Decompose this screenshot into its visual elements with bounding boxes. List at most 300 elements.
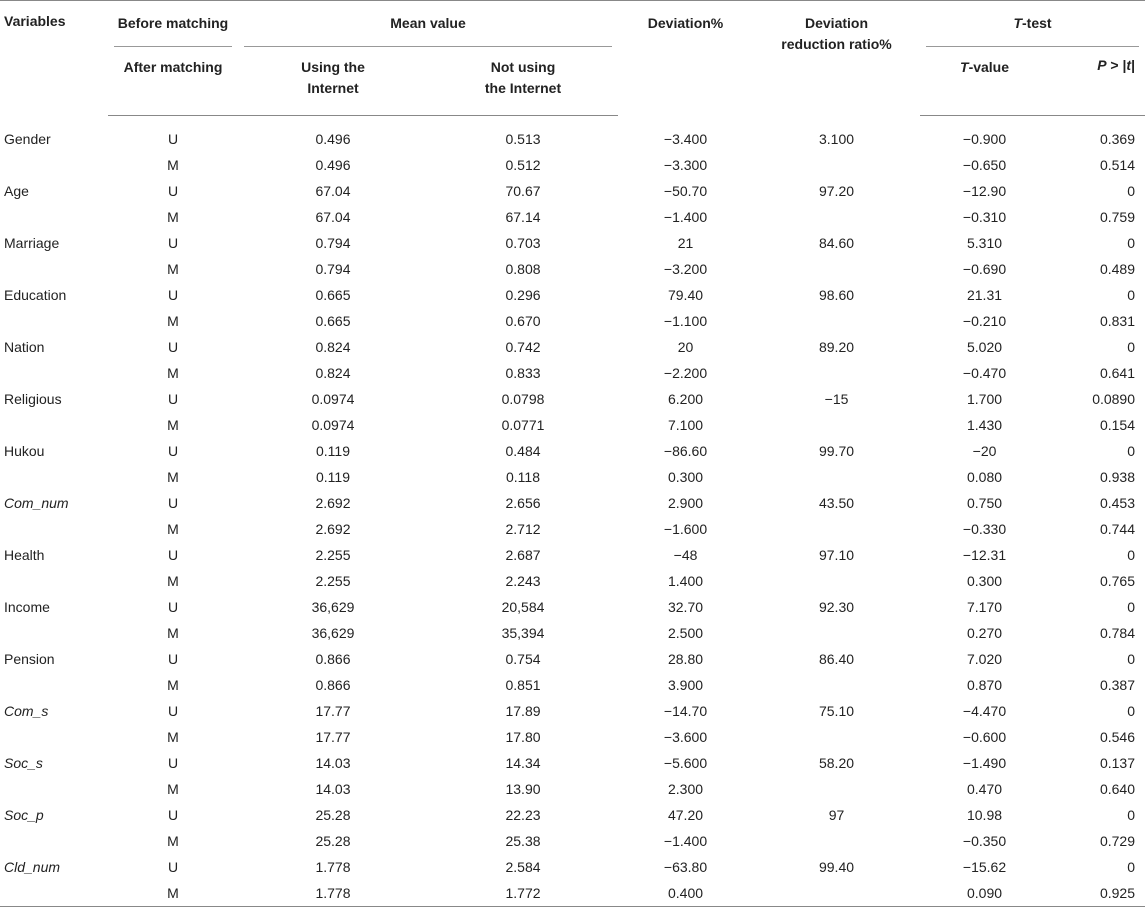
t-value-cell: −15.62 [962,859,1007,875]
deviation-cell: 0.300 [667,469,704,485]
deviation-reduction-cell [753,672,920,698]
p-value-cell: 0.369 [1099,131,1136,147]
sample-cell: M [167,157,179,173]
variable-name-cell: Soc_s [4,755,43,771]
table-row [0,490,1145,516]
sample-cell: U [167,547,179,563]
p-value-cell: 0 [1127,339,1136,355]
not-using-internet-cell: 17.80 [505,729,541,745]
not-using-internet-cell: 67.14 [505,209,541,225]
variable-name-cell [0,724,108,750]
table-row [0,412,1145,438]
t-value-cell: 1.700 [966,391,1003,407]
deviation-reduction-cell [753,568,920,594]
using-internet-cell: 0.794 [315,235,351,251]
deviation-cell: −5.600 [663,755,708,771]
header-row-2 [0,47,1145,116]
not-using-internet-cell: 0.0798 [501,391,545,407]
using-internet-cell: 1.778 [238,880,428,907]
t-value-cell: 5.020 [966,339,1003,355]
deviation-reduction-cell: 58.20 [818,755,855,771]
sample-cell: U [167,183,179,199]
t-value-cell: 0.300 [966,573,1003,589]
deviation-reduction-cell: 89.20 [818,339,855,355]
deviation-reduction-cell: 92.30 [818,599,855,615]
deviation-reduction-cell: 98.60 [818,287,855,303]
deviation-cell: −14.70 [663,703,708,719]
sample-cell: M [167,365,179,381]
p-value-cell: 0.387 [1099,677,1136,693]
t-value-cell: 0.080 [966,469,1003,485]
deviation-reduction-cell: 86.40 [818,651,855,667]
not-using-internet-cell: 2.584 [505,859,541,875]
deviation-cell: −2.200 [663,365,708,381]
t-value-cell: −1.490 [962,755,1007,771]
not-using-line1: Not using [490,59,556,75]
deviation-reduction-cell [753,256,920,282]
not-using-line2: the Internet [484,80,562,96]
table-row [0,308,1145,334]
sample-cell: M [167,209,179,225]
deviation-reduction-cell: 43.50 [818,495,855,511]
variable-name-cell: Com_s [4,703,49,719]
deviation-cell: −3.400 [663,131,708,147]
using-internet-cell: 36,629 [311,625,355,641]
p-value-cell: 0 [1127,703,1136,719]
deviation-cell: −50.70 [663,183,708,199]
t-value-cell: 0.270 [966,625,1003,641]
sample-cell: U [167,807,179,823]
variable-name-cell [0,152,108,178]
sample-cell: M [167,573,179,589]
sample-cell: U [167,443,179,459]
p-value-cell: 0 [1127,651,1136,667]
deviation-cell: −3.600 [663,729,708,745]
sample-cell: U [167,755,179,771]
using-internet-cell: 67.04 [315,183,351,199]
not-using-internet-cell: 70.67 [505,183,541,199]
using-internet-cell: 36,629 [311,599,355,615]
t-value-cell: 7.020 [966,651,1003,667]
variable-name-cell: Nation [4,339,45,355]
variable-name-cell [0,360,108,386]
using-internet-cell: 67.04 [315,209,351,225]
using-internet-cell: 0.119 [316,443,350,459]
using-internet-cell: 14.03 [315,755,351,771]
header-row-1 [0,1,1145,48]
table-row [0,594,1145,620]
variable-name-cell: Religious [4,391,62,407]
deviation-reduction-cell: 84.60 [818,235,855,251]
not-using-internet-cell: 25.38 [505,833,541,849]
sample-cell: M [167,417,179,433]
t-value-cell: −12.31 [962,547,1007,563]
p-value-cell: 0.831 [1099,313,1136,329]
variables-header: Variables [0,1,108,116]
deviation-reduction-header [753,1,920,116]
t-value-cell: 21.31 [966,287,1003,303]
table-body [0,116,1145,907]
pvalue-header [1049,47,1145,116]
not-using-internet-cell: 0.742 [505,339,541,355]
t-value-cell: 0.750 [966,495,1003,511]
t-value-cell: −0.690 [962,261,1007,277]
variable-name-cell [0,568,108,594]
t-value-cell: −0.310 [962,209,1007,225]
deviation-cell: −86.60 [663,443,708,459]
table-row [0,178,1145,204]
sample-cell: U [167,131,179,147]
t-value-cell: −0.650 [962,157,1007,173]
t-value-cell: 10.98 [966,807,1003,823]
p-value-cell: 0 [1127,235,1136,251]
p-value-cell: 0.759 [1099,209,1136,225]
sample-cell: M [167,677,179,693]
deviation-reduction-cell [753,464,920,490]
deviation-cell: 32.70 [667,599,704,615]
sample-cell: M [167,261,179,277]
deviation-reduction-cell [753,516,920,542]
sample-cell: U [167,599,179,615]
using-internet-cell: 2.255 [315,573,351,589]
deviation-cell: −1.100 [663,313,708,329]
table-row [0,854,1145,880]
using-internet-cell: 0.0974 [311,391,355,407]
p-value-cell: 0.938 [1099,469,1136,485]
not-using-internet-cell: 2.243 [505,573,541,589]
variable-name-cell: Soc_p [4,807,44,823]
variable-name-cell: Gender [4,131,51,147]
deviation-reduction-cell [753,360,920,386]
deviation-reduction-cell [753,724,920,750]
deviation-cell: 7.100 [667,417,704,433]
table-row [0,282,1145,308]
deviation-cell: 0.400 [618,880,753,907]
t-value-cell: 0.090 [920,880,1049,907]
p-value-cell: 0 [1127,183,1136,199]
variable-name-cell: Income [4,599,50,615]
not-using-internet-cell: 0.484 [505,443,541,459]
table-row [0,464,1145,490]
deviation-cell: 3.900 [667,677,704,693]
p-value-cell: 0.744 [1099,521,1136,537]
after-matching-header: After matching [108,47,238,116]
t-value-cell: −0.350 [962,833,1007,849]
table-row [0,386,1145,412]
variable-name-cell [0,516,108,542]
p-value-cell: 0 [1127,859,1136,875]
p-value-cell: 0.765 [1099,573,1136,589]
using-internet-cell: 25.28 [315,807,351,823]
deviation-cell: 79.40 [667,287,704,303]
sample-cell: M [167,469,179,485]
not-using-internet-cell: 0.703 [505,235,541,251]
before-matching-label: Before matching [117,15,229,31]
not-using-internet-cell: 2.712 [505,521,541,537]
sample-cell: U [167,287,179,303]
deviation-reduction-cell: 99.70 [818,443,855,459]
deviation-cell: 2.900 [667,495,704,511]
deviation-reduction-cell [753,204,920,230]
using-internet-cell: 0.496 [315,157,351,173]
deviation-cell: 6.200 [667,391,704,407]
ttest-rest: -test [1022,15,1052,31]
p-value-cell: 0.137 [1099,755,1136,771]
p-value-cell: 0.925 [1049,880,1145,907]
not-using-internet-cell: 17.89 [505,703,541,719]
tvalue-header [920,47,1049,116]
t-value-cell: 5.310 [966,235,1003,251]
not-using-internet-cell: 0.851 [505,677,541,693]
variable-name-cell: Pension [4,651,55,667]
deviation-reduction-cell: 75.10 [818,703,855,719]
variable-name-cell [0,880,108,907]
table-row [0,230,1145,256]
sample-cell: M [167,625,179,641]
deviation-cell: 47.20 [667,807,704,823]
p-value-cell: 0 [1127,599,1136,615]
body-spacer [0,116,1145,127]
sample-cell: M [167,781,179,797]
p-value-cell: 0.641 [1099,365,1136,381]
t-value-cell: −0.900 [962,131,1007,147]
table-row [0,516,1145,542]
using-internet-cell: 2.692 [315,495,351,511]
not-using-internet-cell: 2.656 [505,495,541,511]
variable-name-cell [0,412,108,438]
variable-name-cell [0,776,108,802]
deviation-cell: −1.600 [663,521,708,537]
variable-name-cell [0,672,108,698]
using-internet-cell: 14.03 [315,781,351,797]
variable-name-cell [0,256,108,282]
using-internet-cell: 1.778 [315,859,351,875]
deviation-reduction-cell: 99.40 [818,859,855,875]
sample-cell: M [167,833,179,849]
not-using-internet-cell: 1.772 [428,880,618,907]
header-divider [114,46,232,47]
deviation-reduction-cell [753,828,920,854]
using-internet-cell: 2.692 [315,521,351,537]
using-internet-cell: 0.496 [315,131,351,147]
not-using-internet-cell: 20,584 [501,599,545,615]
deviation-reduction-cell [753,412,920,438]
using-internet-header [238,47,428,116]
table-row [0,256,1145,282]
not-using-internet-cell: 14.34 [505,755,541,771]
table-row [0,204,1145,230]
deviation-cell: 21 [677,235,694,251]
sample-cell: M [167,313,179,329]
deviation-cell: 28.80 [667,651,704,667]
using-internet-cell: 0.794 [315,261,351,277]
p-value-cell: 0.640 [1099,781,1136,797]
using-internet-cell: 0.866 [315,651,351,667]
not-using-internet-cell: 0.670 [505,313,541,329]
table-row [0,438,1145,464]
using-internet-cell: 17.77 [315,703,351,719]
p-value-cell: 0.514 [1099,157,1136,173]
using-internet-line2: Internet [307,80,359,96]
variable-name-cell [0,828,108,854]
table-row [0,568,1145,594]
deviation-cell: 2.300 [667,781,704,797]
mean-value-header [238,1,618,48]
variable-name-cell: Education [4,287,67,303]
not-using-internet-cell: 0.0771 [501,417,545,433]
table-row [0,152,1145,178]
deviation-header: Deviation% [618,1,753,116]
using-internet-line1: Using the [301,59,365,75]
t-value-cell: −12.90 [962,183,1007,199]
deviation-cell: 2.500 [667,625,704,641]
p-value-cell: 0.784 [1099,625,1136,641]
sample-cell: U [167,235,179,251]
deviation-cell: 20 [677,339,694,355]
using-internet-cell: 17.77 [315,729,351,745]
table-header [0,1,1145,116]
not-using-internet-cell: 22.23 [505,807,541,823]
not-using-internet-cell: 0.513 [505,131,541,147]
t-value-cell: −0.210 [962,313,1007,329]
using-internet-cell: 0.824 [315,339,351,355]
sample-cell: U [167,339,179,355]
sample-cell: U [167,495,179,511]
table-row [0,360,1145,386]
deviation-reduction-cell: 97 [828,807,845,823]
using-internet-cell: 0.0974 [311,417,355,433]
deviation-reduction-cell [753,620,920,646]
t-value-cell: −0.330 [962,521,1007,537]
not-using-internet-cell: 35,394 [501,625,545,641]
deviation-cell: −3.200 [663,261,708,277]
t-value-cell: 7.170 [966,599,1003,615]
deviation-reduction-cell [753,776,920,802]
deviation-cell: 1.400 [667,573,704,589]
variable-name-cell: Age [4,183,29,199]
deviation-cell: −63.80 [663,859,708,875]
using-internet-cell: 0.665 [315,313,351,329]
variable-name-cell [0,308,108,334]
table-row [0,334,1145,360]
p-value-cell: 0.154 [1099,417,1136,433]
p-letter: P [1097,57,1107,73]
deviation-cell: −1.400 [663,209,708,225]
variable-name-cell: Com_num [4,495,69,511]
sample-cell: M [167,729,179,745]
p-value-cell: 0 [1127,547,1136,563]
sample-cell: U [167,859,179,875]
deviation-cell: −1.400 [663,833,708,849]
using-internet-cell: 0.119 [316,469,350,485]
header-divider [926,46,1139,47]
not-using-internet-cell: 0.754 [505,651,541,667]
deviation-reduction-cell: −15 [824,391,849,407]
p-mid: > | [1106,57,1127,73]
deviation-reduction-cell: 97.20 [818,183,855,199]
variable-name-cell: Health [4,547,45,563]
not-using-internet-cell: 0.118 [506,469,540,485]
table-row [0,646,1145,672]
variable-name-cell: Hukou [4,443,45,459]
t-value-cell: 1.430 [966,417,1003,433]
tvalue-letter: T [960,59,969,75]
deviation-cell: −48 [673,547,698,563]
table-row [0,776,1145,802]
p-value-cell: 0.489 [1099,261,1136,277]
table-row [0,620,1145,646]
not-using-internet-cell: 2.687 [505,547,541,563]
p-value-cell: 0.729 [1099,833,1136,849]
using-internet-cell: 0.824 [315,365,351,381]
ttest-header [920,1,1145,48]
p-value-cell: 0 [1127,443,1136,459]
variable-name-cell: Cld_num [4,859,61,875]
using-internet-cell: 0.866 [315,677,351,693]
t-value-cell: −20 [972,443,997,459]
p-value-cell: 0 [1127,287,1136,303]
using-internet-cell: 2.255 [315,547,351,563]
sample-cell: M [167,521,179,537]
not-using-internet-cell: 0.296 [505,287,541,303]
header-divider [244,46,612,47]
sample-cell: M [108,880,238,907]
not-using-internet-cell: 13.90 [505,781,541,797]
sample-cell: U [167,651,179,667]
not-using-internet-cell: 0.808 [505,261,541,277]
t-value-cell: 0.470 [966,781,1003,797]
table-row [0,802,1145,828]
deviation-reduction-cell [753,308,920,334]
p-value-cell: 0.0890 [1092,391,1136,407]
table-row [0,828,1145,854]
t-value-cell: 0.870 [966,677,1003,693]
p-t-letter: t [1126,57,1132,73]
t-value-cell: −0.470 [962,365,1007,381]
table-row [0,880,1145,907]
using-internet-cell: 25.28 [315,833,351,849]
deviation-reduction-cell [753,880,920,907]
table-row [0,698,1145,724]
p-value-cell: 0 [1127,807,1136,823]
before-matching-header [108,1,238,48]
deviation-reduction-line2: reduction ratio% [781,36,892,52]
t-value-cell: −0.600 [962,729,1007,745]
deviation-reduction-cell: 3.100 [818,131,855,147]
p-value-cell: 0.453 [1099,495,1136,511]
not-using-internet-cell: 0.512 [505,157,541,173]
tvalue-rest: -value [968,59,1010,75]
deviation-reduction-cell [753,152,920,178]
table-row [0,542,1145,568]
table-row [0,750,1145,776]
p-value-cell: 0.546 [1099,729,1136,745]
using-internet-cell: 0.665 [315,287,351,303]
not-using-internet-header [428,47,618,116]
not-using-internet-cell: 0.833 [505,365,541,381]
variable-name-cell [0,204,108,230]
sample-cell: U [167,703,179,719]
t-value-cell: −4.470 [962,703,1007,719]
deviation-reduction-cell: 97.10 [818,547,855,563]
table-row [0,672,1145,698]
table-row [0,724,1145,750]
mean-value-label: Mean value [390,15,466,31]
table-row [0,126,1145,152]
ttest-letter: T [1013,15,1023,31]
variable-name-cell: Marriage [4,235,60,251]
p-end: | [1131,57,1136,73]
